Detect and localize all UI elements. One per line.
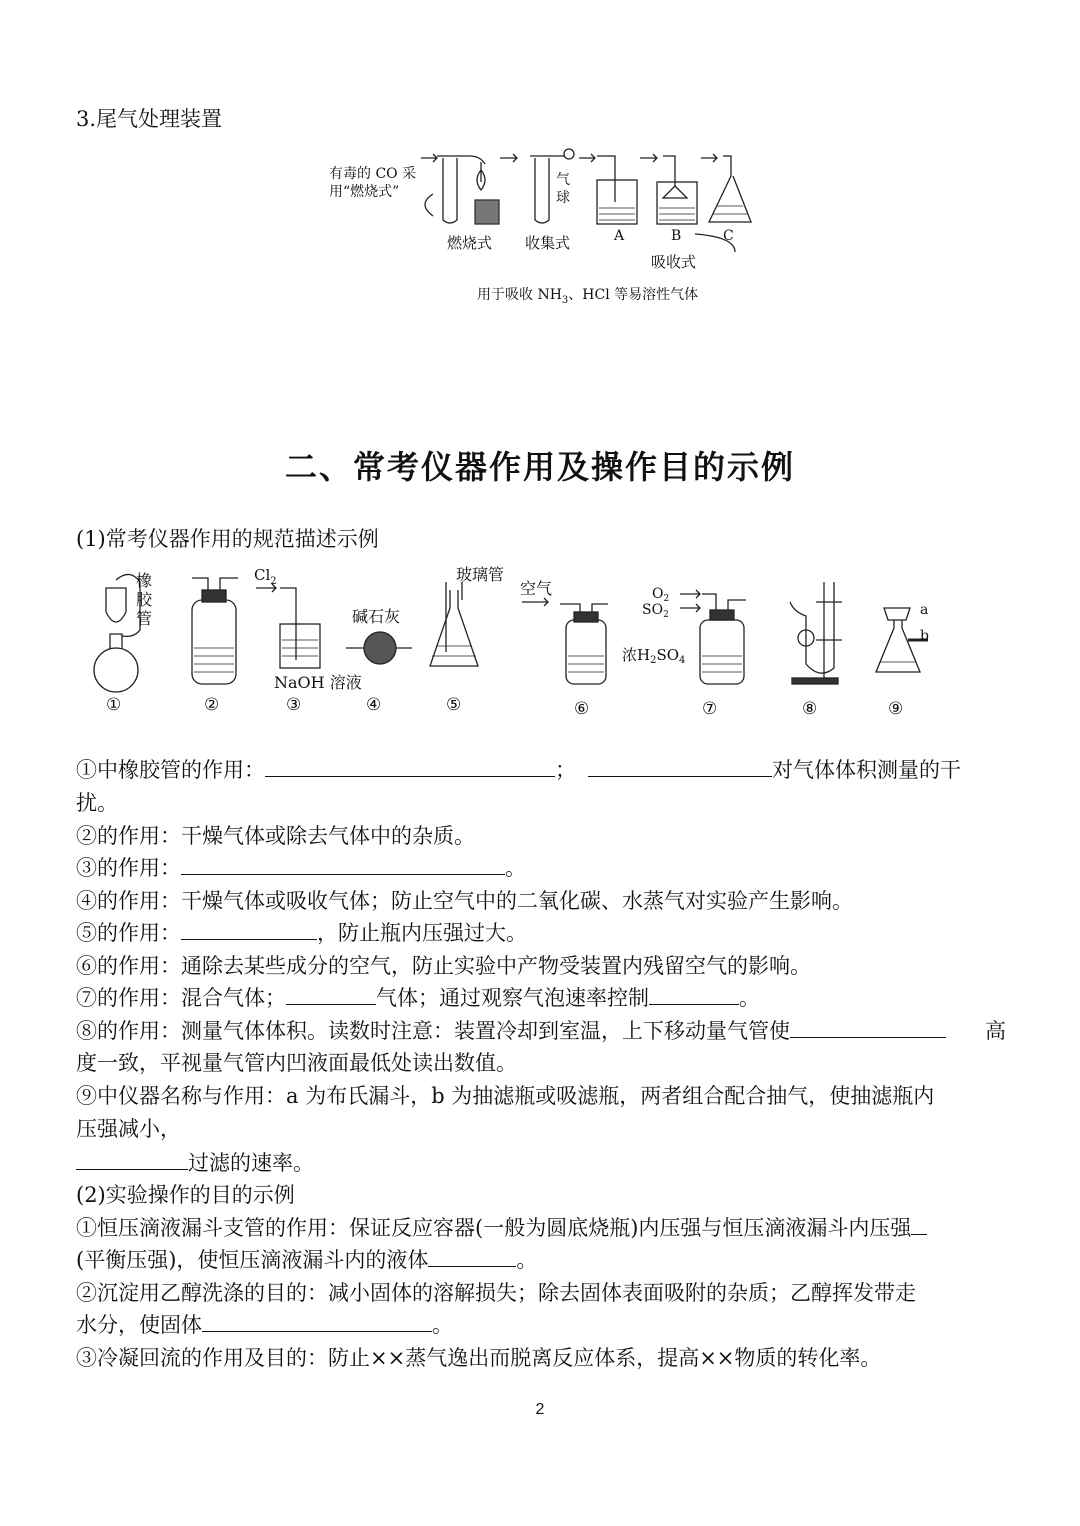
label-b: B <box>671 228 682 244</box>
burn-tube <box>443 158 457 223</box>
number-4: ④ <box>366 695 382 715</box>
line-1: ①中橡胶管的作用： ； 对气体体积测量的干 <box>76 754 961 786</box>
so2-label: $SO_2$ <box>642 602 669 620</box>
label-collect-type: 收集式 <box>525 234 571 252</box>
label-absorb-type: 吸收式 <box>651 253 697 271</box>
line-m1-cont: (平衡压强)，使恒压滴液漏斗内的液体 。 <box>76 1244 537 1276</box>
line-9: ⑨中仪器名称与作用：a 为布氏漏斗，b 为抽滤瓶或吸滤瓶，两者组合配合抽气，使抽滤瓶内 <box>76 1084 935 1108</box>
line-9-end: 过滤的速率。 <box>76 1147 314 1179</box>
glass-tube-label: 玻璃管 <box>456 565 505 584</box>
blank-m2[interactable] <box>202 1309 432 1332</box>
buchner-label-a: a <box>920 602 929 618</box>
line-4: ④的作用：干燥气体或吸收气体；防止空气中的二氧化碳、水蒸气对实验产生影响。 <box>76 889 853 913</box>
line-7: ⑦的作用：混合气体； 气体；通过观察气泡速率控制 。 <box>76 982 760 1014</box>
flask-label-b: b <box>920 628 929 644</box>
balloon-icon <box>564 149 574 159</box>
conical-flask-5 <box>430 590 478 666</box>
label-burn-type: 燃烧式 <box>447 234 493 252</box>
number-5: ⑤ <box>446 695 462 715</box>
part1-heading: (1)常考仪器作用的规范描述示例 <box>76 527 379 551</box>
h2so4-label: 浓$H_2SO_4$ <box>622 646 686 666</box>
wash-bottle-7 <box>700 620 744 684</box>
page-number: 2 <box>535 1401 545 1418</box>
blank-1b[interactable] <box>588 754 772 777</box>
part2-heading: (2)实验操作的目的示例 <box>76 1183 295 1207</box>
blank-8[interactable] <box>790 1015 946 1038</box>
line-m2-cont: 水分，使固体 。 <box>76 1309 453 1341</box>
blank-1a[interactable] <box>265 754 555 777</box>
section-3-heading: 3.尾气处理装置 <box>76 107 223 131</box>
soda-lime-tube <box>364 632 396 664</box>
number-1: ① <box>106 695 122 715</box>
number-2: ② <box>204 695 220 715</box>
figure-caption: 用于吸收 $NH_3$、HCl 等易溶性气体 <box>477 287 699 306</box>
apparatus-figure <box>90 560 950 725</box>
wash-bottle-6 <box>566 620 606 684</box>
air-label: 空气 <box>520 579 553 598</box>
balloon-label-2: 球 <box>556 190 570 206</box>
line-5: ⑤的作用： ，防止瓶内压强过大。 <box>76 917 527 949</box>
line-8-cont: 度一致，平视量气管内凹液面最低处读出数值。 <box>76 1051 517 1075</box>
co-note-line2: 用“燃烧式” <box>329 184 400 200</box>
blank-7a[interactable] <box>286 982 376 1005</box>
beaker-a <box>597 180 637 224</box>
rubber-tube-label-3: 管 <box>136 609 153 628</box>
line-m3: ③冷凝回流的作用及目的：防止××蒸气逸出而脱离反应体系，提高××物质的转化率。 <box>76 1346 882 1370</box>
naoh-label: NaOH 溶液 <box>274 673 362 692</box>
tail-gas-figure <box>325 142 755 307</box>
number-7: ⑦ <box>702 699 718 719</box>
cl2-label: $Cl_2$ <box>254 566 277 587</box>
line-9-cont: 压强减小， <box>76 1117 181 1141</box>
line-8: ⑧的作用：测量气体体积。读数时注意：装置冷却到室温，上下移动量气管使 高 <box>76 1015 1006 1047</box>
line-6: ⑥的作用：通除去某些成分的空气，防止实验中产物受装置内残留空气的影响。 <box>76 954 811 978</box>
blank-5[interactable] <box>181 917 317 940</box>
buchner-funnel <box>884 608 910 620</box>
line-m1: ①恒压滴液漏斗支管的作用：保证反应容器(一般为圆底烧瓶)内压强与恒压滴液漏斗内压强 <box>76 1212 927 1244</box>
line-2: ②的作用：干燥气体或除去气体中的杂质。 <box>76 824 475 848</box>
blank-7b[interactable] <box>649 982 739 1005</box>
rubber-tube-label-1: 橡 <box>136 571 153 590</box>
flask-c <box>709 156 751 222</box>
line-1-cont: 扰。 <box>76 791 118 815</box>
blank-m1b[interactable] <box>428 1244 516 1267</box>
blank-m1a[interactable] <box>911 1212 927 1235</box>
blank-3[interactable] <box>181 852 505 875</box>
wash-bottle-2 <box>192 600 236 684</box>
number-9: ⑨ <box>888 699 904 719</box>
blank-9[interactable] <box>76 1147 188 1170</box>
label-a: A <box>614 228 625 244</box>
o2-label: $O_2$ <box>652 586 670 604</box>
label-c: C <box>723 228 734 244</box>
round-flask-1 <box>94 648 138 692</box>
section-title: 二、常考仪器作用及操作目的示例 <box>284 448 795 486</box>
soda-lime-label: 碱石灰 <box>352 607 401 626</box>
line-m2: ②沉淀用乙醇洗涤的目的：减小固体的溶解损失；除去固体表面吸附的杂质；乙醇挥发带走 <box>76 1281 916 1305</box>
rubber-tube-label-2: 胶 <box>136 590 153 609</box>
number-6: ⑥ <box>574 699 590 719</box>
number-3: ③ <box>286 695 302 715</box>
line-3: ③的作用： 。 <box>76 852 526 884</box>
co-note-line1: 有毒的 CO 采 <box>329 166 417 182</box>
burner-icon <box>475 200 499 224</box>
balloon-label-1: 气 <box>556 172 570 188</box>
number-8: ⑧ <box>802 699 818 719</box>
